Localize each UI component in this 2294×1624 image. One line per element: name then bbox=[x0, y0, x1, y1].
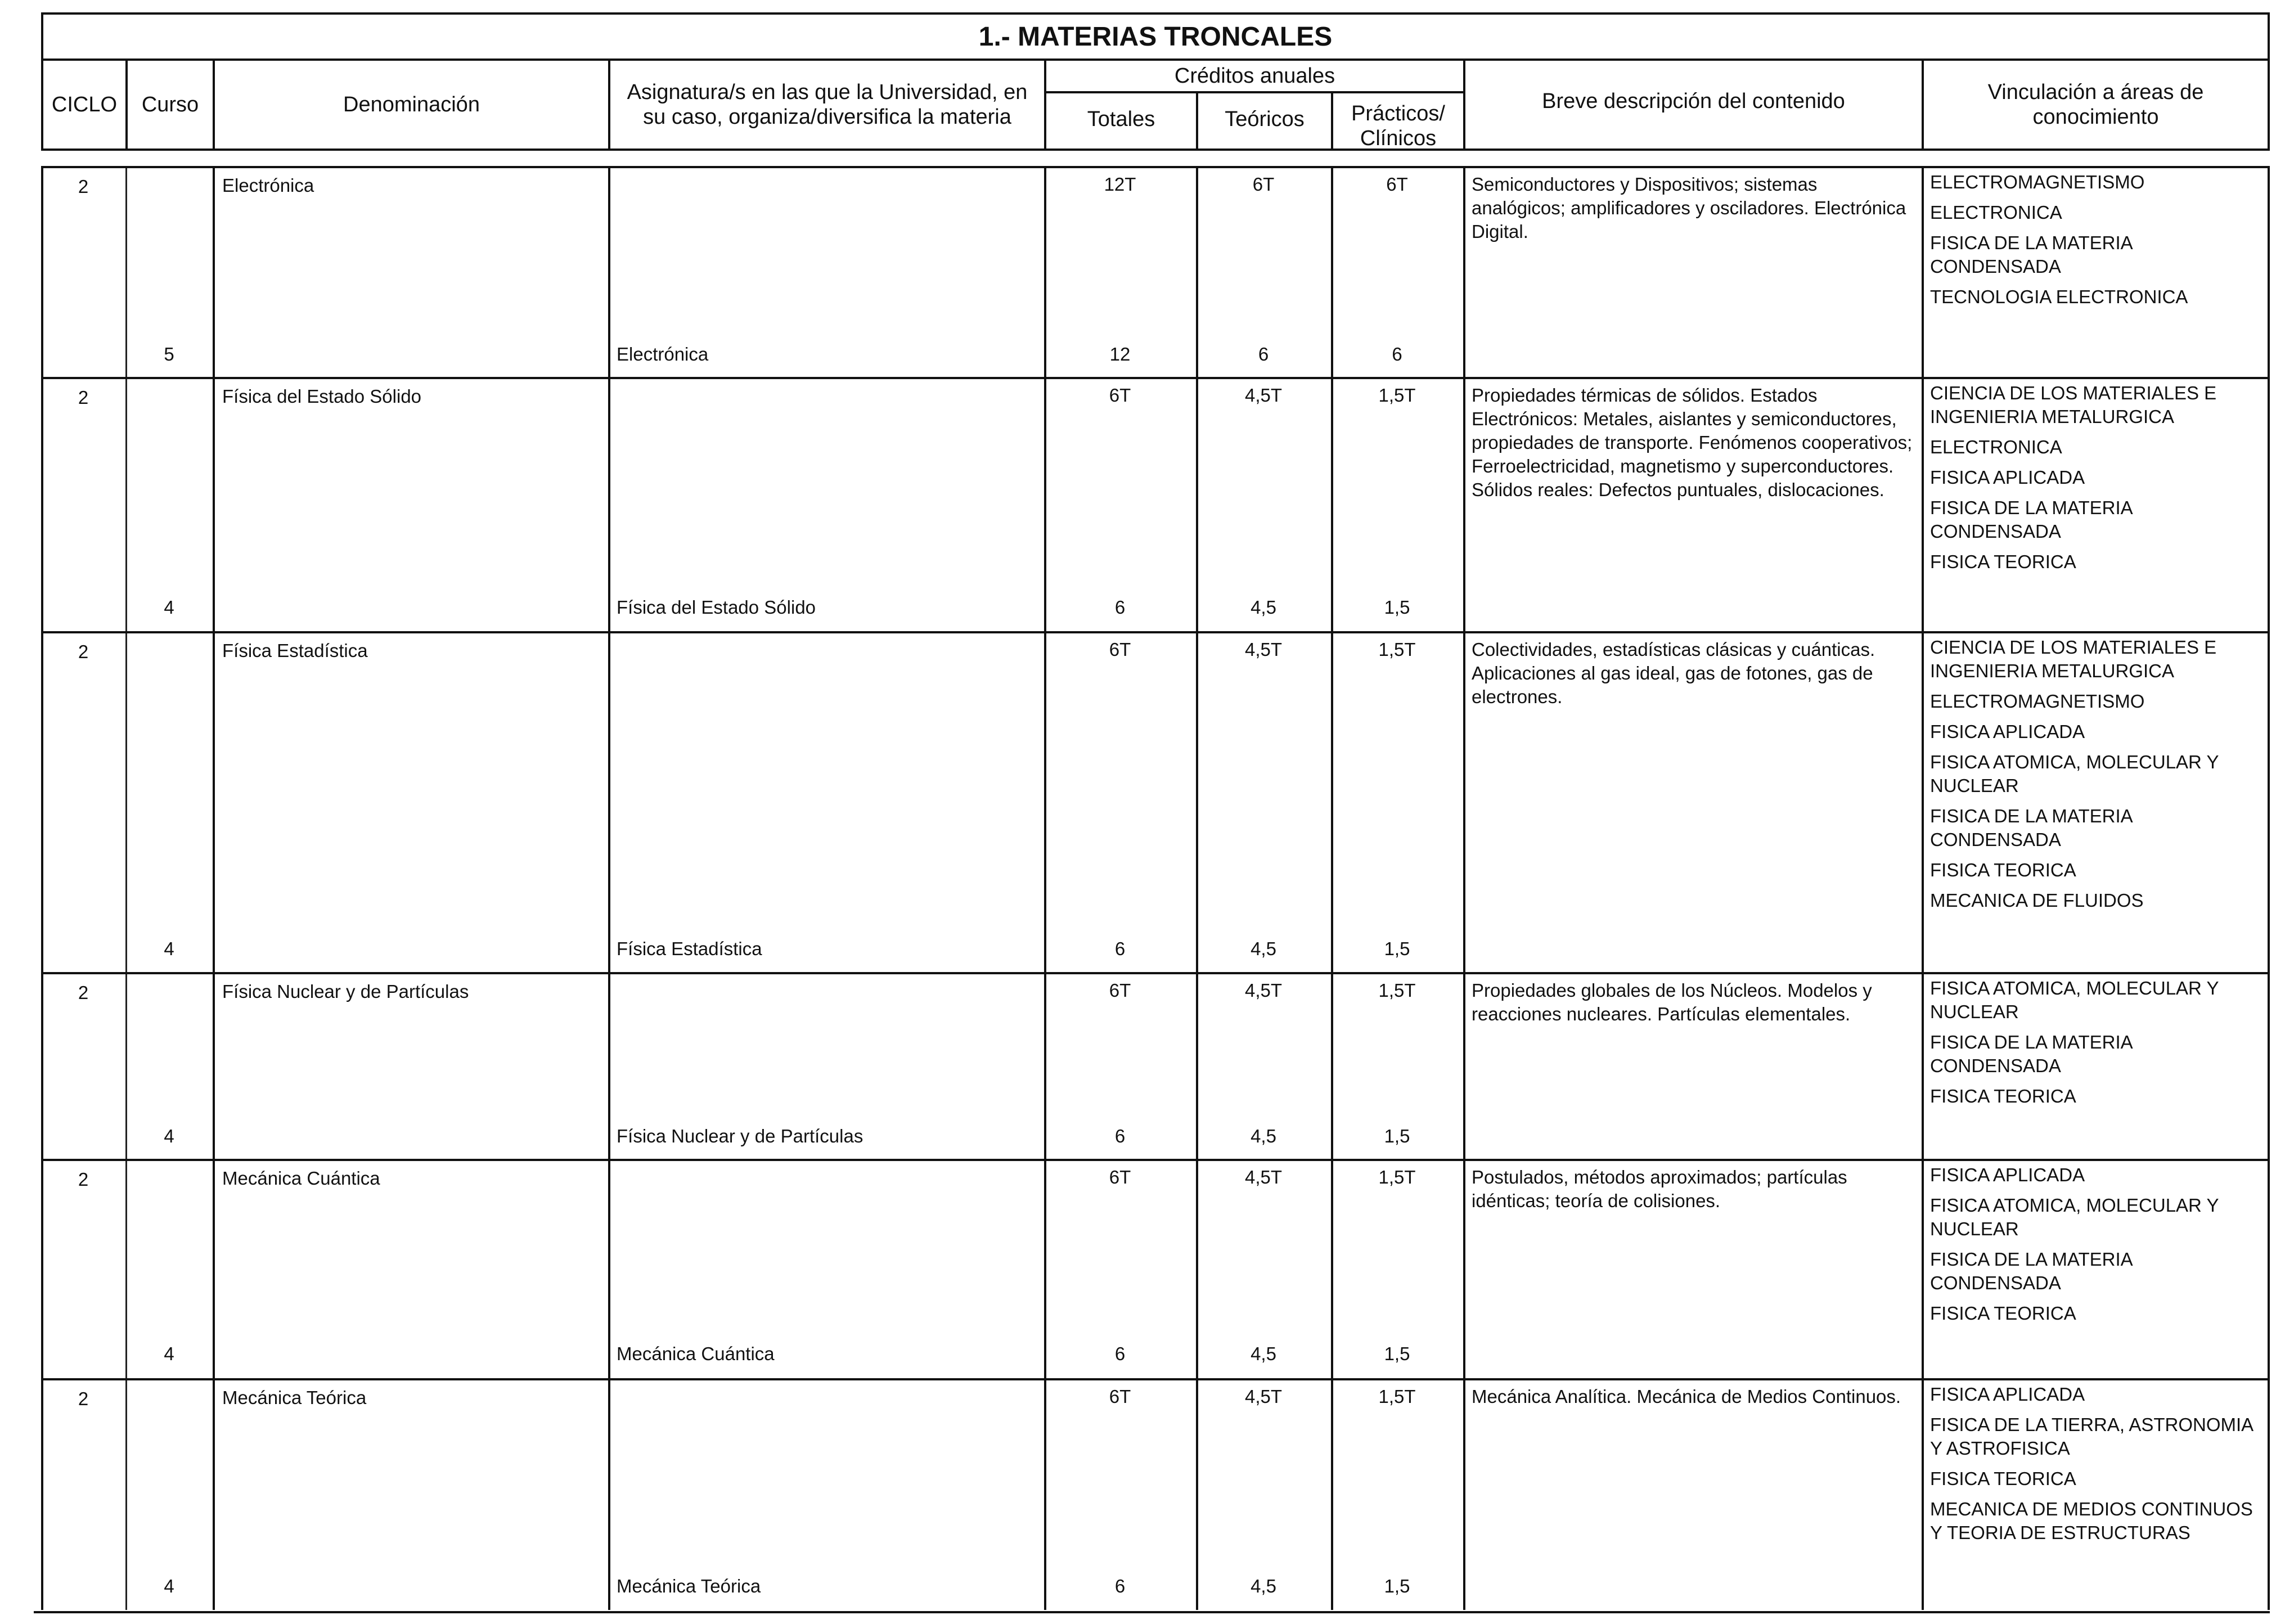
column-divider bbox=[1044, 379, 1046, 631]
column-divider bbox=[608, 1380, 610, 1610]
area-item: FISICA ATOMICA, MOLECULAR Y NUCLEAR bbox=[1930, 1195, 2219, 1239]
cell-denominacion: Mecánica Cuántica bbox=[222, 1168, 380, 1189]
cell-curso: 4 bbox=[164, 597, 174, 618]
cell-asignatura: Física del Estado Sólido bbox=[617, 597, 816, 618]
column-divider bbox=[1922, 168, 1924, 377]
area-item: MECANICA DE FLUIDOS bbox=[1930, 890, 2144, 911]
cell-teoricos: 6 bbox=[1258, 344, 1269, 365]
cell-areas bbox=[1930, 977, 2268, 1115]
header-creditos: Créditos anuales bbox=[1046, 61, 1465, 93]
area-item: MECANICA DE MEDIOS CONTINUOS Y TEORIA DE ESTRUCTURAS bbox=[1930, 1499, 2253, 1543]
header-practicos: Prácticos/ Clínicos bbox=[1333, 93, 1465, 149]
row-border-left bbox=[41, 168, 43, 377]
area-item: FISICA ATOMICA, MOLECULAR Y NUCLEAR bbox=[1930, 978, 2219, 1022]
row-border-left bbox=[41, 379, 43, 631]
row-border-left bbox=[41, 1161, 43, 1378]
area-item: FISICA APLICADA bbox=[1930, 1384, 2085, 1405]
cell-ciclo: 2 bbox=[78, 387, 89, 408]
column-divider bbox=[608, 974, 610, 1159]
cell-curso: 4 bbox=[164, 1576, 174, 1596]
cell-practicos: 1,5 bbox=[1384, 1343, 1410, 1364]
cell-curso: 4 bbox=[164, 938, 174, 959]
area-item: FISICA DE LA MATERIA CONDENSADA bbox=[1930, 497, 2132, 542]
cell-teoricos: 4,5 bbox=[1251, 938, 1276, 959]
cell-teoricos-t: 4,5T bbox=[1244, 639, 1283, 660]
cell-descripcion: Colectividades, estadísticas clásicas y cuánticas. Aplicaciones al gas ideal, gas de fotones, gas de electrones. bbox=[1472, 639, 1875, 707]
area-item: FISICA APLICADA bbox=[1930, 467, 2085, 488]
column-divider bbox=[608, 379, 610, 631]
area-item: ELECTROMAGNETISMO bbox=[1930, 691, 2145, 712]
cell-asignatura: Física Estadística bbox=[617, 938, 762, 959]
area-item: ELECTRONICA bbox=[1930, 202, 2062, 223]
cell-teoricos-t: 6T bbox=[1252, 174, 1275, 195]
cell-descripcion: Semiconductores y Dispositivos; sistemas analógicos; amplificadores y osciladores. Electrónica Digital. bbox=[1472, 174, 1906, 242]
cell-descripcion: Propiedades globales de los Núcleos. Modelos y reacciones nucleares. Partículas elementales. bbox=[1472, 980, 1872, 1024]
area-item: FISICA TEORICA bbox=[1930, 551, 2076, 572]
header-totales: Totales bbox=[1046, 93, 1198, 149]
column-divider bbox=[1196, 633, 1198, 972]
column-divider bbox=[1463, 974, 1465, 1159]
cell-denominacion: Física del Estado Sólido bbox=[222, 386, 422, 407]
column-divider bbox=[1044, 633, 1046, 972]
cell-totales-t: 6T bbox=[1109, 639, 1131, 660]
column-divider bbox=[608, 1161, 610, 1378]
cell-teoricos: 4,5 bbox=[1251, 597, 1276, 618]
cell-totales: 6 bbox=[1114, 597, 1126, 618]
cell-totales: 6 bbox=[1114, 1343, 1126, 1364]
cell-asignatura: Electrónica bbox=[617, 344, 709, 365]
cell-curso: 4 bbox=[164, 1126, 174, 1146]
column-divider bbox=[1463, 633, 1465, 972]
cell-teoricos: 4,5 bbox=[1251, 1343, 1276, 1364]
cell-totales-t: 6T bbox=[1109, 385, 1131, 406]
column-divider bbox=[1463, 1161, 1465, 1378]
column-divider bbox=[125, 379, 127, 631]
cell-teoricos-t: 4,5T bbox=[1244, 385, 1283, 406]
area-item: CIENCIA DE LOS MATERIALES E INGENIERIA METALURGICA bbox=[1930, 383, 2217, 427]
cell-totales-t: 12T bbox=[1104, 174, 1136, 195]
column-divider bbox=[213, 379, 215, 631]
header-vinculacion: Vinculación a áreas de conocimiento bbox=[1987, 80, 2204, 129]
cell-denominacion: Mecánica Teórica bbox=[222, 1387, 367, 1408]
cell-totales: 12 bbox=[1109, 344, 1131, 365]
cell-asignatura: Física Nuclear y de Partículas bbox=[617, 1126, 863, 1146]
area-item: FISICA DE LA TIERRA, ASTRONOMIA Y ASTROFISICA bbox=[1930, 1414, 2253, 1459]
cell-teoricos: 4,5 bbox=[1251, 1576, 1276, 1596]
area-item: FISICA APLICADA bbox=[1930, 721, 2085, 742]
column-divider bbox=[1922, 1161, 1924, 1378]
bottom-rule bbox=[34, 1611, 2270, 1613]
cell-practicos: 1,5 bbox=[1384, 938, 1410, 959]
area-item: ELECTROMAGNETISMO bbox=[1930, 172, 2145, 192]
cell-ciclo: 2 bbox=[78, 1169, 89, 1190]
cell-descripcion: Postulados, métodos aproximados; partículas idénticas; teoría de colisiones. bbox=[1472, 1167, 1847, 1211]
table-row bbox=[41, 377, 2270, 631]
cell-areas bbox=[1930, 170, 2268, 316]
cell-ciclo: 2 bbox=[78, 1388, 89, 1409]
table-row bbox=[41, 1378, 2270, 1610]
area-item: FISICA TEORICA bbox=[1930, 1303, 2076, 1324]
row-border-left bbox=[41, 1380, 43, 1610]
area-item: CIENCIA DE LOS MATERIALES E INGENIERIA METALURGICA bbox=[1930, 637, 2217, 681]
cell-asignatura: Mecánica Teórica bbox=[617, 1576, 761, 1596]
cell-areas bbox=[1930, 381, 2268, 581]
cell-curso: 4 bbox=[164, 1343, 174, 1364]
cell-teoricos-t: 4,5T bbox=[1244, 980, 1283, 1001]
header-teoricos: Teóricos bbox=[1198, 93, 1333, 149]
cell-practicos-t: 1,5T bbox=[1378, 1167, 1416, 1187]
area-item: FISICA TEORICA bbox=[1930, 1086, 2076, 1106]
row-border-right bbox=[2268, 633, 2270, 972]
cell-practicos-t: 1,5T bbox=[1378, 1386, 1416, 1407]
cell-totales-t: 6T bbox=[1109, 980, 1131, 1001]
cell-practicos: 1,5 bbox=[1384, 1576, 1410, 1596]
cell-teoricos-t: 4,5T bbox=[1244, 1386, 1283, 1407]
cell-ciclo: 2 bbox=[78, 641, 89, 662]
header-asignaturas: Asignatura/s en las que la Universidad, en su caso, organiza/diversifica la materia bbox=[610, 61, 1046, 149]
row-border-right bbox=[2268, 974, 2270, 1159]
cell-ciclo: 2 bbox=[78, 982, 89, 1003]
column-divider bbox=[608, 633, 610, 972]
area-item: FISICA ATOMICA, MOLECULAR Y NUCLEAR bbox=[1930, 752, 2219, 796]
area-item: TECNOLOGIA ELECTRONICA bbox=[1930, 286, 2188, 307]
column-divider bbox=[213, 168, 215, 377]
row-border-left bbox=[41, 633, 43, 972]
area-item: FISICA APLICADA bbox=[1930, 1164, 2085, 1185]
header-ciclo: CICLO bbox=[43, 61, 128, 149]
cell-asignatura: Mecánica Cuántica bbox=[617, 1343, 775, 1364]
column-divider bbox=[1463, 379, 1465, 631]
table-header bbox=[41, 12, 2270, 151]
page-title: 1.- MATERIAS TRONCALES bbox=[43, 15, 2268, 61]
cell-descripcion: Mecánica Analítica. Mecánica de Medios Continuos. bbox=[1472, 1386, 1901, 1407]
column-divider bbox=[1922, 379, 1924, 631]
area-item: FISICA DE LA MATERIA CONDENSADA bbox=[1930, 1032, 2132, 1076]
column-divider bbox=[1463, 168, 1465, 377]
cell-denominacion: Electrónica bbox=[222, 175, 314, 196]
area-item: FISICA TEORICA bbox=[1930, 1468, 2076, 1489]
column-divider bbox=[1922, 1380, 1924, 1610]
header-curso: Curso bbox=[128, 61, 215, 149]
cell-ciclo: 2 bbox=[78, 176, 89, 197]
column-divider bbox=[1331, 379, 1333, 631]
column-divider bbox=[608, 168, 610, 377]
column-divider bbox=[213, 974, 215, 1159]
column-divider bbox=[213, 1161, 215, 1378]
column-divider bbox=[1922, 974, 1924, 1159]
cell-practicos-t: 6T bbox=[1386, 174, 1408, 195]
area-item: FISICA DE LA MATERIA CONDENSADA bbox=[1930, 232, 2132, 277]
cell-areas bbox=[1930, 1383, 2268, 1551]
cell-practicos: 1,5 bbox=[1384, 597, 1410, 618]
cell-totales-t: 6T bbox=[1109, 1167, 1131, 1187]
table-row bbox=[41, 631, 2270, 972]
table-row bbox=[41, 1159, 2270, 1378]
cell-totales: 6 bbox=[1114, 1576, 1126, 1596]
area-item: FISICA DE LA MATERIA CONDENSADA bbox=[1930, 1249, 2132, 1293]
cell-practicos: 6 bbox=[1392, 344, 1402, 365]
column-divider bbox=[1463, 1380, 1465, 1610]
column-divider bbox=[1922, 633, 1924, 972]
row-border-right bbox=[2268, 379, 2270, 631]
cell-practicos-t: 1,5T bbox=[1378, 639, 1416, 660]
cell-totales: 6 bbox=[1114, 1126, 1126, 1146]
column-divider bbox=[1331, 633, 1333, 972]
cell-areas bbox=[1930, 636, 2268, 919]
table-row bbox=[41, 166, 2270, 377]
header-descripcion: Breve descripción del contenido bbox=[1465, 61, 1924, 149]
area-item: ELECTRONICA bbox=[1930, 437, 2062, 457]
row-border-right bbox=[2268, 168, 2270, 377]
area-item: FISICA TEORICA bbox=[1930, 860, 2076, 880]
cell-teoricos: 4,5 bbox=[1251, 1126, 1276, 1146]
cell-practicos: 1,5 bbox=[1384, 1126, 1410, 1146]
table-row bbox=[41, 972, 2270, 1159]
cell-practicos-t: 1,5T bbox=[1378, 385, 1416, 406]
row-border-right bbox=[2268, 1161, 2270, 1378]
cell-teoricos-t: 4,5T bbox=[1244, 1167, 1283, 1187]
column-divider bbox=[213, 633, 215, 972]
column-divider bbox=[1196, 379, 1198, 631]
header-denominacion: Denominación bbox=[215, 61, 610, 149]
cell-areas bbox=[1930, 1163, 2268, 1332]
row-border-right bbox=[2268, 1380, 2270, 1610]
cell-totales-t: 6T bbox=[1109, 1386, 1131, 1407]
cell-curso: 5 bbox=[164, 344, 174, 365]
table-body bbox=[41, 166, 2270, 1610]
column-divider bbox=[213, 1380, 215, 1610]
cell-practicos-t: 1,5T bbox=[1378, 980, 1416, 1001]
cell-descripcion: Propiedades térmicas de sólidos. Estados Electrónicos: Metales, aislantes y semiconductores, propiedades de transporte. Fenómenos cooperativos; Ferroelectricidad, magnetismo y superconductores. Sólidos reales: Defectos puntuales, dislocaciones. bbox=[1472, 385, 1913, 500]
cell-totales: 6 bbox=[1114, 938, 1126, 959]
column-divider bbox=[125, 633, 127, 972]
cell-denominacion: Física Nuclear y de Partículas bbox=[222, 981, 469, 1002]
area-item: FISICA DE LA MATERIA CONDENSADA bbox=[1930, 806, 2132, 850]
cell-denominacion: Física Estadística bbox=[222, 640, 368, 661]
